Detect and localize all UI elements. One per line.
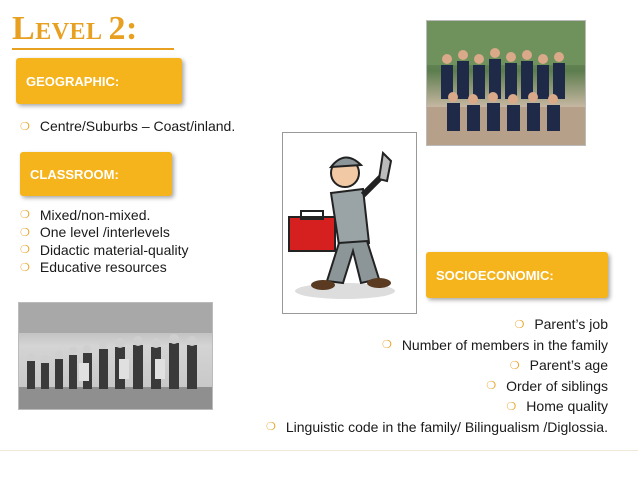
socioeconomic-label: SOCIOECONOMIC: (436, 267, 554, 283)
list-item-text: Didactic material-quality (39, 241, 189, 258)
bullet-icon: ❍ (514, 318, 525, 331)
bullet-icon: ❍ (20, 261, 30, 274)
list-item-text: Order of siblings (506, 377, 608, 394)
list-item-text: Educative resources (39, 259, 167, 276)
footer-divider (0, 450, 638, 451)
classroom-box (20, 152, 172, 196)
old-class-graphic (19, 303, 212, 409)
list-item (266, 355, 608, 376)
bullet-icon: ❍ (509, 359, 520, 372)
slide-title (12, 10, 138, 48)
title-initial: L (12, 10, 36, 47)
list-item-text: Home quality (526, 398, 608, 415)
list-item (266, 335, 608, 356)
list-item-text: Parent’s job (534, 316, 608, 333)
list-item (20, 259, 188, 277)
bullet-icon: ❍ (486, 380, 497, 393)
title-number: 2: (108, 10, 138, 47)
list-item-text: Number of members in the family (401, 336, 608, 353)
list-item (266, 417, 608, 438)
list-item (20, 224, 188, 242)
bullet-icon: ❍ (265, 421, 276, 434)
list-item (266, 314, 608, 335)
geographic-item (20, 118, 235, 134)
students-photo-graphic (427, 21, 585, 145)
bullet-icon: ❍ (20, 244, 30, 257)
socioeconomic-list (266, 314, 608, 437)
list-item (20, 206, 188, 224)
geographic-label: GEOGRAPHIC: (26, 73, 120, 89)
geographic-item-text: Centre/Suburbs – Coast/inland. (39, 118, 236, 134)
list-item (20, 241, 188, 259)
geographic-box (16, 58, 182, 104)
bullet-icon: ❍ (20, 209, 30, 222)
classroom-label: CLASSROOM: (30, 166, 119, 182)
list-item-text: Parent’s age (529, 357, 608, 374)
list-item (266, 376, 608, 397)
title-underline (12, 48, 174, 50)
list-item-text: One level /interlevels (39, 224, 170, 241)
bullet-icon: ❍ (20, 120, 30, 133)
plumber-cartoon (282, 132, 417, 314)
bullet-icon: ❍ (506, 400, 517, 413)
bullet-icon: ❍ (381, 339, 392, 352)
list-item-text: Mixed/non-mixed. (39, 206, 151, 223)
socioeconomic-box (426, 252, 608, 298)
old-class-photo (18, 302, 213, 410)
plumber-graphic (283, 133, 416, 313)
classroom-list (20, 206, 188, 276)
title-rest: EVEL (35, 19, 103, 45)
list-item-text: Linguistic code in the family/ Bilingualism /Diglossia. (285, 418, 608, 435)
students-group-photo (426, 20, 586, 146)
bullet-icon: ❍ (20, 226, 30, 239)
list-item (266, 396, 608, 417)
